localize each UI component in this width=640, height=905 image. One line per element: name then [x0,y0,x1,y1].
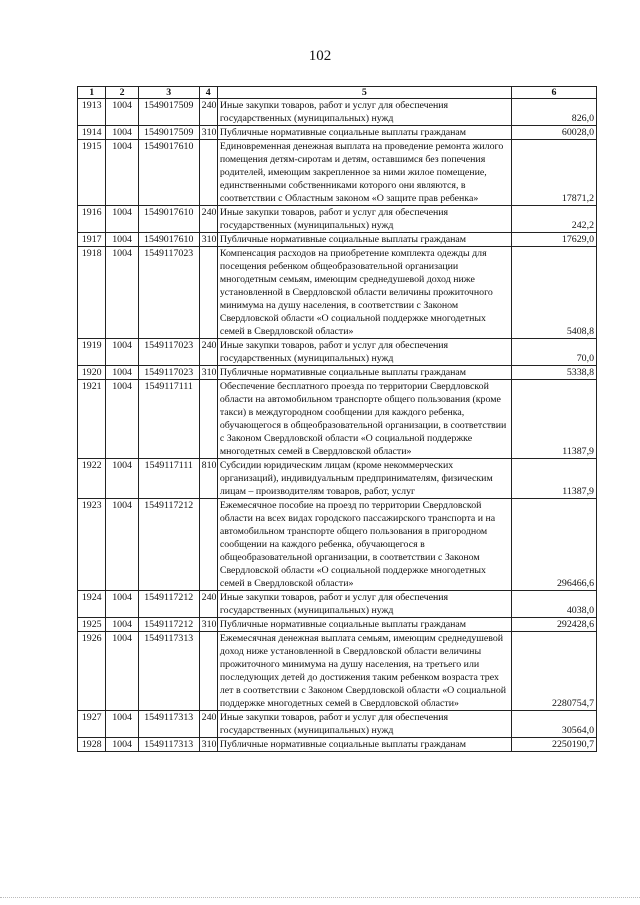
table-row [78,339,597,366]
amount-cell: 5338,8 [511,366,596,380]
amount-cell: 5408,8 [511,247,596,339]
section-code-cell: 1004 [106,499,138,591]
section-code-cell: 1004 [106,206,138,233]
table-row [78,738,597,752]
description-cell: Иные закупки товаров, работ и услуг для обеспечения государственных (муниципальных) нужд [217,711,511,738]
row-number-cell: 1924 [78,591,106,618]
table-row [78,632,597,711]
description-cell: Ежемесячная денежная выплата семьям, имеющим среднедушевой доход ниже установленной в Свердловской области величины прожиточного минимума на душу населения, на третьего или последующих детей до достижения таким ребенком возраста трех лет в соответствии с Законом Свердловской области «О социальной поддержке многодетных семей в Свердловской области» [217,632,511,711]
expense-type-cell: 310 [199,366,217,380]
expense-type-cell: 310 [199,738,217,752]
description-cell: Иные закупки товаров, работ и услуг для обеспечения государственных (муниципальных) нужд [217,591,511,618]
expense-type-cell [199,632,217,711]
row-number-cell: 1915 [78,140,106,206]
description-cell: Единовременная денежная выплата на проведение ремонта жилого помещения детям-сиротам и детям, оставшимся без попечения родителей, имеющим закрепленное за ними жилое помещение, единственными собственниками которого они являются, в соответствии с Областным законом «О защите прав ребенка» [217,140,511,206]
table-row [78,140,597,206]
header-cell: 1 [78,87,106,99]
target-article-cell: 1549017610 [138,206,199,233]
section-code-cell: 1004 [106,738,138,752]
table-body [78,99,597,752]
target-article-cell: 1549117023 [138,339,199,366]
description-cell: Иные закупки товаров, работ и услуг для обеспечения государственных (муниципальных) нужд [217,99,511,126]
row-number-cell: 1917 [78,233,106,247]
section-code-cell: 1004 [106,591,138,618]
expense-type-cell: 240 [199,206,217,233]
section-code-cell: 1004 [106,711,138,738]
description-cell: Компенсация расходов на приобретение комплекта одежды для посещения ребенком общеобразовательной организации многодетным семьям, имеющим среднедушевой доход ниже установленной в Свердловской области величины прожиточного минимума на душу населения, в соответствии с Законом Свердловской области «О социальной поддержке многодетных семей в Свердловской области» [217,247,511,339]
description-cell: Публичные нормативные социальные выплаты гражданам [217,233,511,247]
expense-type-cell: 810 [199,459,217,499]
row-number-cell: 1918 [78,247,106,339]
amount-cell: 242,2 [511,206,596,233]
section-code-cell: 1004 [106,126,138,140]
page-number: 102 [308,48,332,64]
section-code-cell: 1004 [106,247,138,339]
section-code-cell: 1004 [106,233,138,247]
description-cell: Обеспечение бесплатного проезда по территории Свердловской области на автомобильном транспорте общего пользования (кроме такси) в междугородном сообщении для каждого ребенка, обучающегося в общеобразовательной организации, в соответствии с Законом Свердловской области «О социальной поддержке многодетных семей в Свердловской области» [217,380,511,459]
description-cell: Ежемесячное пособие на проезд по территории Свердловской области на всех видах городского пассажирского транспорта и на автомобильном транспорте общего пользования в пригородном сообщении на каждого ребенка, обучающегося в общеобразовательной организации, в соответствии с Законом Свердловской области «О социальной поддержке многодетных семей в Свердловской области» [217,499,511,591]
expense-type-cell [199,499,217,591]
description-cell: Публичные нормативные социальные выплаты гражданам [217,366,511,380]
row-number-cell: 1922 [78,459,106,499]
scan-edge-line [0,897,640,899]
amount-cell: 296466,6 [511,499,596,591]
expense-type-cell [199,380,217,459]
header-cell: 5 [217,87,511,99]
table-row [78,459,597,499]
budget-table [77,86,597,752]
target-article-cell: 1549117212 [138,499,199,591]
amount-cell: 17871,2 [511,140,596,206]
row-number-cell: 1920 [78,366,106,380]
header-cell: 6 [511,87,596,99]
target-article-cell: 1549117111 [138,380,199,459]
header-cell: 2 [106,87,138,99]
description-cell: Субсидии юридическим лицам (кроме некоммерческих организаций), индивидуальным предпринимателям, физическим лицам – производителям товаров, работ, услуг [217,459,511,499]
expense-type-cell: 310 [199,233,217,247]
table-header-row [78,87,597,99]
row-number-cell: 1914 [78,126,106,140]
description-cell: Публичные нормативные социальные выплаты гражданам [217,126,511,140]
amount-cell: 2250190,7 [511,738,596,752]
target-article-cell: 1549017509 [138,99,199,126]
target-article-cell: 1549117313 [138,738,199,752]
section-code-cell: 1004 [106,99,138,126]
amount-cell: 70,0 [511,339,596,366]
row-number-cell: 1925 [78,618,106,632]
expense-type-cell: 240 [199,99,217,126]
amount-cell: 11387,9 [511,459,596,499]
expense-type-cell: 240 [199,591,217,618]
target-article-cell: 1549017509 [138,126,199,140]
row-number-cell: 1913 [78,99,106,126]
target-article-cell: 1549117023 [138,366,199,380]
description-cell: Публичные нормативные социальные выплаты гражданам [217,738,511,752]
section-code-cell: 1004 [106,366,138,380]
target-article-cell: 1549017610 [138,233,199,247]
target-article-cell: 1549017610 [138,140,199,206]
section-code-cell: 1004 [106,459,138,499]
expense-type-cell: 240 [199,711,217,738]
row-number-cell: 1928 [78,738,106,752]
table-row [78,126,597,140]
table-row [78,247,597,339]
target-article-cell: 1549117023 [138,247,199,339]
row-number-cell: 1921 [78,380,106,459]
row-number-cell: 1919 [78,339,106,366]
expense-type-cell: 310 [199,126,217,140]
table-row [78,366,597,380]
row-number-cell: 1927 [78,711,106,738]
section-code-cell: 1004 [106,140,138,206]
section-code-cell: 1004 [106,339,138,366]
table-row [78,99,597,126]
table-row [78,233,597,247]
description-cell: Иные закупки товаров, работ и услуг для обеспечения государственных (муниципальных) нужд [217,339,511,366]
description-cell: Иные закупки товаров, работ и услуг для обеспечения государственных (муниципальных) нужд [217,206,511,233]
row-number-cell: 1916 [78,206,106,233]
section-code-cell: 1004 [106,618,138,632]
amount-cell: 60028,0 [511,126,596,140]
table-row [78,711,597,738]
amount-cell: 292428,6 [511,618,596,632]
target-article-cell: 1549117212 [138,618,199,632]
description-cell: Публичные нормативные социальные выплаты гражданам [217,618,511,632]
expense-type-cell [199,140,217,206]
table-row [78,380,597,459]
header-cell: 3 [138,87,199,99]
expense-type-cell: 240 [199,339,217,366]
target-article-cell: 1549117313 [138,711,199,738]
expense-type-cell [199,247,217,339]
section-code-cell: 1004 [106,380,138,459]
target-article-cell: 1549117111 [138,459,199,499]
target-article-cell: 1549117212 [138,591,199,618]
target-article-cell: 1549117313 [138,632,199,711]
row-number-cell: 1923 [78,499,106,591]
row-number-cell: 1926 [78,632,106,711]
amount-cell: 17629,0 [511,233,596,247]
amount-cell: 4038,0 [511,591,596,618]
amount-cell: 2280754,7 [511,632,596,711]
amount-cell: 30564,0 [511,711,596,738]
expense-type-cell: 310 [199,618,217,632]
table-row [78,206,597,233]
table-row [78,618,597,632]
header-cell: 4 [199,87,217,99]
table-row [78,591,597,618]
amount-cell: 826,0 [511,99,596,126]
table-row [78,499,597,591]
section-code-cell: 1004 [106,632,138,711]
amount-cell: 11387,9 [511,380,596,459]
